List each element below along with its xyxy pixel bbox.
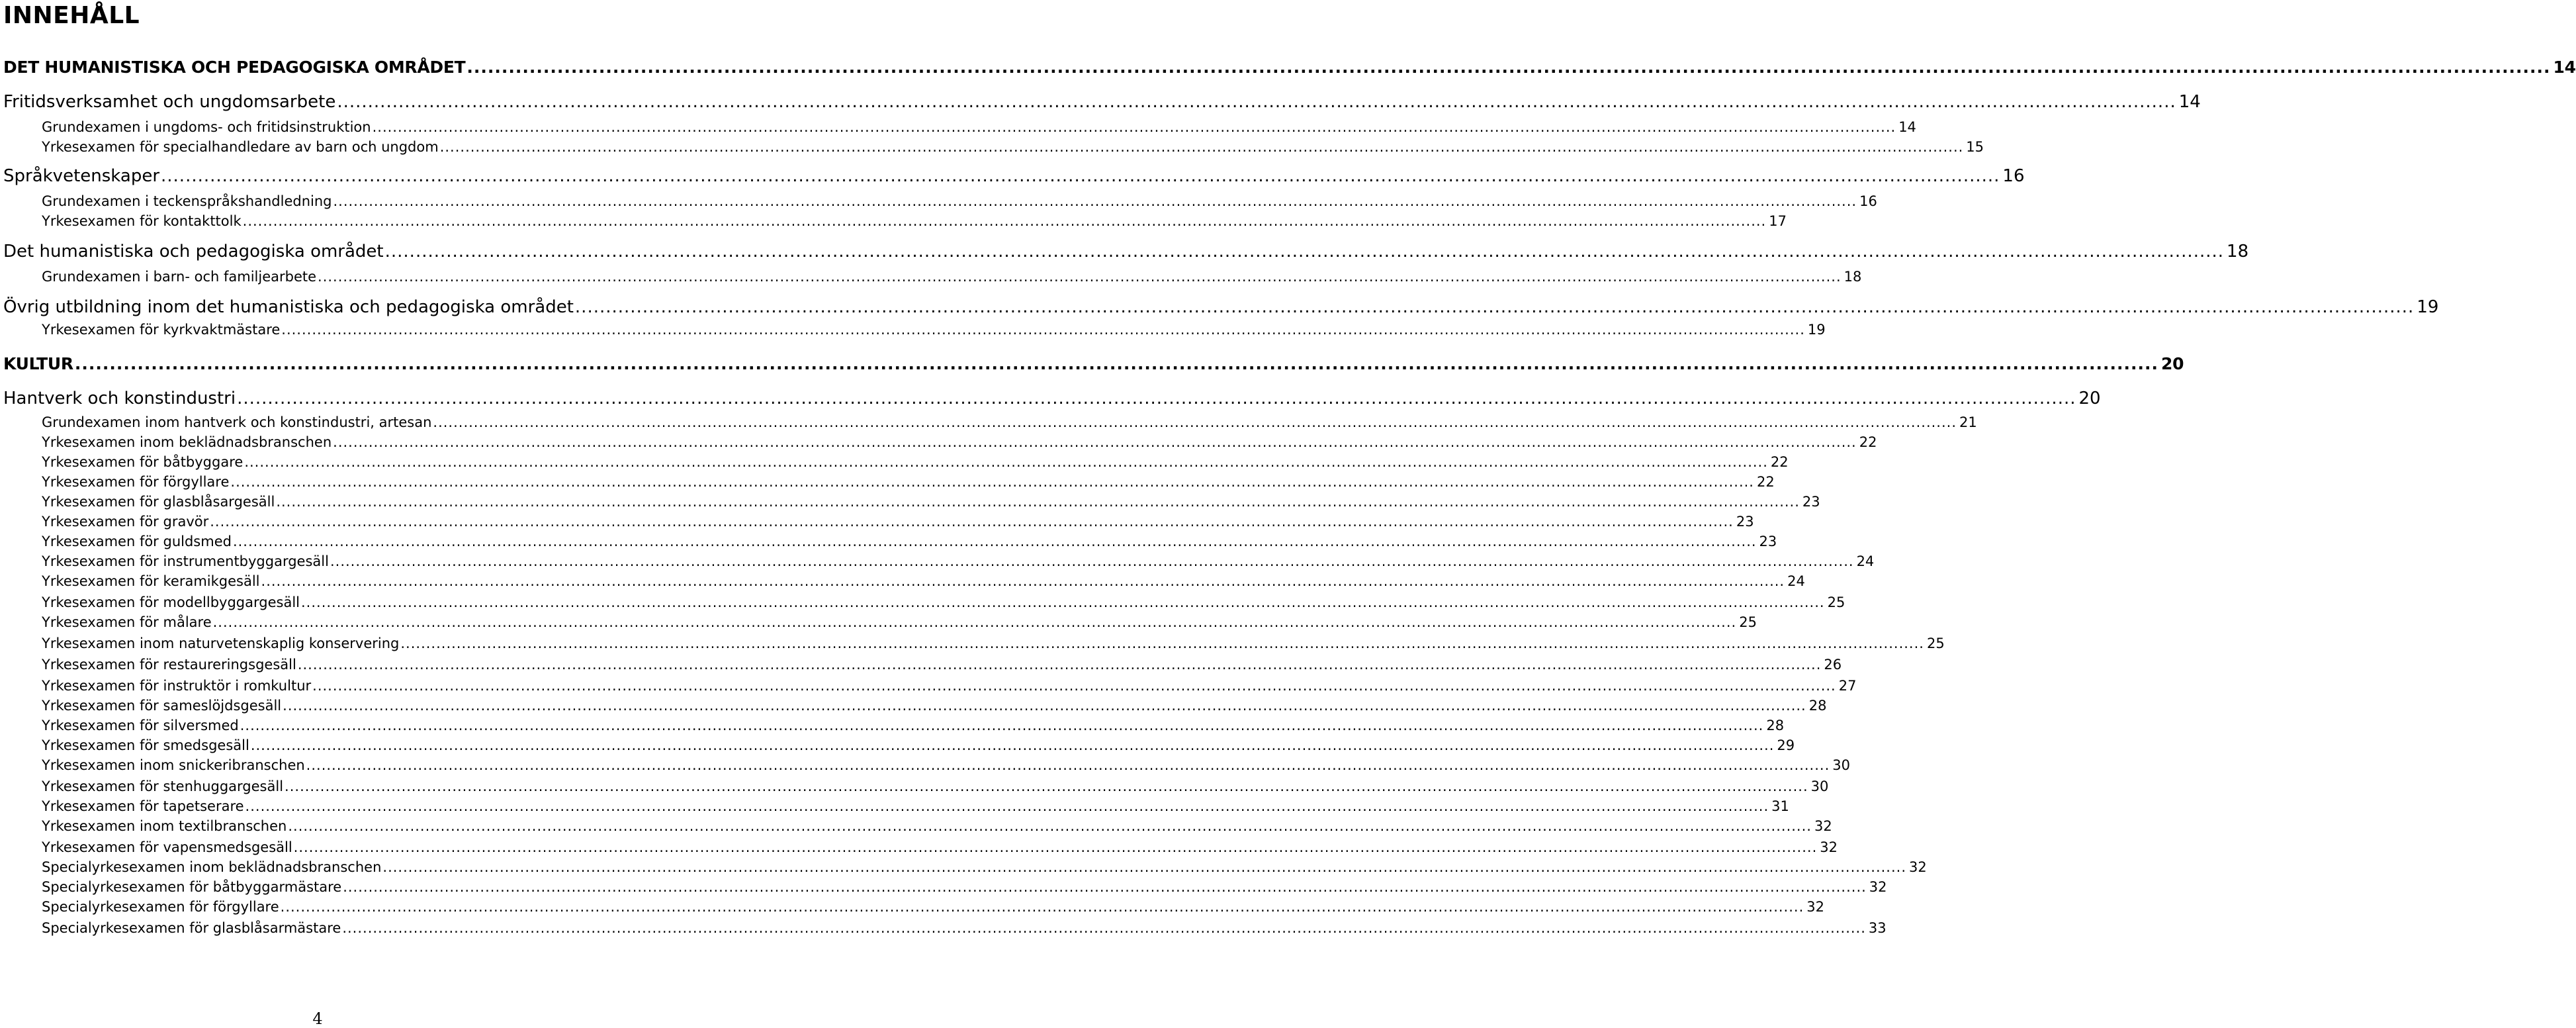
toc-entry-page: 33 [1868,920,1887,936]
toc-entry-title: KULTUR [3,354,73,373]
toc-subentry[interactable] [42,898,1824,916]
toc-leader-dots: ............................................................................................................................................................................................................................................................................................................ [280,899,1804,915]
toc-leader-dots: ............................................................................................................................................................................................................................................................................................................ [281,322,1805,338]
toc-leader-dots: ............................................................................................................................................................................................................................................................................................................ [242,213,1767,229]
toc-entry-page: 27 [1838,678,1857,694]
toc-subentry[interactable] [42,634,1945,653]
toc-entry-page: 14 [2553,58,2576,77]
toc-entry-page: 24 [1856,553,1875,569]
toc-section-entry[interactable] [3,56,2576,79]
toc-entry-title: Yrkesexamen för stenhuggargesäll [42,778,284,794]
toc-entry-title: Yrkesexamen för smedsgesäll [42,737,249,753]
toc-entry-page: 32 [1806,899,1824,915]
toc-leader-dots: ............................................................................................................................................................................................................................................................................................................ [261,573,1785,589]
toc-subentry[interactable] [42,138,1984,156]
toc-leader-dots: ............................................................................................................................................................................................................................................................................................................ [283,698,1806,714]
toc-leader-dots: ............................................................................................................................................................................................................................................................................................................ [285,778,1808,794]
toc-subentry[interactable] [42,192,1877,210]
toc-subentry[interactable] [42,919,1887,937]
toc-chapter-entry[interactable] [3,240,2249,263]
toc-entry-page: 16 [1859,193,1877,209]
toc-entry-title: Yrkesexamen för vapensmedsgesäll [42,839,292,855]
toc-subentry[interactable] [42,593,1845,612]
toc-leader-dots: ............................................................................................................................................................................................................................................................................................................ [210,514,1734,530]
toc-entry-title: Yrkesexamen för instruktör i romkultur [42,678,312,694]
toc-subentry[interactable] [42,433,1877,451]
toc-leader-dots: ............................................................................................................................................................................................................................................................................................................ [74,354,2158,373]
toc-subentry[interactable] [42,118,1916,136]
toc-entry-page: 28 [1808,698,1827,714]
toc-leader-dots: ............................................................................................................................................................................................................................................................................................................ [288,818,1812,834]
toc-leader-dots: ............................................................................................................................................................................................................................................................................................................ [312,678,1836,694]
toc-entry-page: 26 [1824,657,1842,673]
toc-entry-page: 22 [1859,434,1877,450]
toc-subentry[interactable] [42,492,1820,511]
toc-entry-page: 32 [1814,818,1832,834]
toc-subentry[interactable] [42,858,1927,876]
toc-leader-dots: ............................................................................................................................................................................................................................................................................................................ [400,635,1924,651]
toc-subentry[interactable] [42,797,1789,816]
toc-subentry[interactable] [42,512,1754,531]
toc-entry-page: 21 [1959,414,1977,430]
toc-entry-title: Specialyrkesexamen för förgyllare [42,899,279,915]
toc-leader-dots: ............................................................................................................................................................................................................................................................................................................ [330,553,1854,569]
toc-entry-page: 30 [1810,778,1829,794]
toc-entry-page: 24 [1787,573,1805,589]
toc-entry-title: Specialyrkesexamen för båtbyggarmästare [42,879,342,895]
toc-leader-dots: ............................................................................................................................................................................................................................................................................................................ [318,269,1842,285]
toc-leader-dots: ............................................................................................................................................................................................................................................................................................................ [301,594,1825,610]
toc-entry-title: Yrkesexamen för målare [42,614,212,630]
toc-subentry[interactable] [42,878,1887,896]
toc-subentry[interactable] [42,453,1789,471]
toc-entry-title: Yrkesexamen för modellbyggargesäll [42,594,300,610]
toc-subentry[interactable] [42,696,1827,715]
toc-entry-title: Yrkesexamen för sameslöjdsgesäll [42,698,282,714]
toc-entry-page: 20 [2078,389,2101,408]
toc-entry-title: Yrkesexamen för keramikgesäll [42,573,260,589]
page-title: INNEHÅLL [3,2,140,29]
toc-leader-dots: ............................................................................................................................................................................................................................................................................................................ [342,920,1866,936]
toc-leader-dots: ............................................................................................................................................................................................................................................................................................................ [293,839,1818,855]
toc-section-entry[interactable] [3,353,2184,375]
toc-entry-title: Yrkesexamen för tapetserare [42,798,244,814]
toc-leader-dots: ............................................................................................................................................................................................................................................................................................................ [250,737,1775,753]
toc-entry-title: Specialyrkesexamen inom beklädnadsbranschen [42,859,382,875]
toc-entry-page: 25 [1827,594,1845,610]
toc-entry-page: 22 [1770,454,1789,470]
toc-entry-title: Övrig utbildning inom det humanistiska och pedagogiska området [3,297,574,317]
toc-entry-title: Grundexamen inom hantverk och konstindustri, artesan [42,414,432,430]
toc-entry-title: Yrkesexamen inom snickeribranschen [42,757,305,773]
toc-entry-page: 25 [1739,614,1757,630]
toc-subentry[interactable] [42,817,1832,835]
toc-subentry[interactable] [42,655,1842,674]
toc-leader-dots: ............................................................................................................................................................................................................................................................................................................ [333,193,1857,209]
toc-subentry[interactable] [42,532,1777,551]
toc-leader-dots: ............................................................................................................................................................................................................................................................................................................ [297,657,1822,673]
toc-entry-page: 16 [2002,166,2025,186]
toc-entry-page: 17 [1769,213,1787,229]
toc-subentry[interactable] [42,552,1875,571]
toc-entry-page: 32 [1820,839,1838,855]
toc-subentry[interactable] [42,736,1795,755]
toc-leader-dots: ............................................................................................................................................................................................................................................................................................................ [276,494,1800,510]
toc-entry-title: Yrkesexamen inom textilbranschen [42,818,287,834]
toc-subentry[interactable] [42,777,1829,796]
toc-chapter-entry[interactable] [3,387,2101,410]
toc-entry-page: 22 [1756,474,1775,490]
toc-leader-dots: ............................................................................................................................................................................................................................................................................................................ [230,474,1754,490]
toc-entry-page: 18 [1843,269,1862,285]
toc-entry-title: Hantverk och konstindustri [3,389,236,408]
toc-entry-title: Yrkesexamen för guldsmed [42,534,232,549]
toc-entry-title: Fritidsverksamhet och ungdomsarbete [3,92,336,112]
toc-entry-page: 23 [1736,514,1754,530]
toc-chapter-entry[interactable] [3,165,2025,187]
toc-leader-dots: ............................................................................................................................................................................................................................................................................................................ [161,166,2000,186]
toc-entry-page: 15 [1966,139,1984,155]
toc-entry-page: 19 [1807,322,1826,338]
toc-entry-title: Yrkesexamen för restaureringsgesäll [42,657,296,673]
toc-subentry[interactable] [42,212,1787,230]
toc-leader-dots: ............................................................................................................................................................................................................................................................................................................ [333,434,1857,450]
toc-subentry[interactable] [42,320,1826,339]
toc-leader-dots: ............................................................................................................................................................................................................................................................................................................ [337,92,2176,112]
toc-entry-page: 32 [1869,879,1887,895]
toc-leader-dots: ............................................................................................................................................................................................................................................................................................................ [384,242,2225,261]
page-number: 4 [312,1009,323,1028]
toc-entry-title: Yrkesexamen inom beklädnadsbranschen [42,434,332,450]
toc-entry-title: Yrkesexamen för kontakttolk [42,213,242,229]
toc-leader-dots: ............................................................................................................................................................................................................................................................................................................ [439,139,1964,155]
toc-entry-page: 19 [2417,297,2439,317]
toc-chapter-entry[interactable] [3,91,2201,113]
toc-leader-dots: ............................................................................................................................................................................................................................................................................................................ [232,534,1757,549]
toc-leader-dots: ............................................................................................................................................................................................................................................................................................................ [574,297,2415,317]
toc-entry-page: 23 [1802,494,1820,510]
toc-entry-page: 23 [1759,534,1777,549]
toc-entry-title: Specialyrkesexamen för glasblåsarmästare [42,920,341,936]
toc-entry-page: 14 [1898,119,1916,135]
toc-leader-dots: ............................................................................................................................................................................................................................................................................................................ [466,58,2551,77]
toc-subentry[interactable] [42,756,1850,774]
toc-entry-title: Yrkesexamen för silversmed [42,718,239,733]
toc-subentry[interactable] [42,267,1862,286]
toc-entry-page: 32 [1909,859,1927,875]
toc-entry-page: 29 [1777,737,1795,753]
toc-entry-title: Yrkesexamen inom naturvetenskaplig konservering [42,635,400,651]
toc-entry-title: Grundexamen i teckenspråkshandledning [42,193,332,209]
toc-entry-page: 14 [2178,92,2201,112]
toc-leader-dots: ............................................................................................................................................................................................................................................................................................................ [244,454,1768,470]
toc-entry-page: 20 [2160,354,2184,373]
toc-leader-dots: ............................................................................................................................................................................................................................................................................................................ [343,879,1867,895]
toc-leader-dots: ............................................................................................................................................................................................................................................................................................................ [382,859,1906,875]
toc-entry-title: Yrkesexamen för kyrkvaktmästare [42,322,281,338]
toc-entry-title: Yrkesexamen för specialhandledare av barn och ungdom [42,139,439,155]
toc-leader-dots: ............................................................................................................................................................................................................................................................................................................ [240,718,1764,733]
toc-entry-title: Yrkesexamen för förgyllare [42,474,230,490]
toc-entry-page: 28 [1766,718,1785,733]
toc-leader-dots: ............................................................................................................................................................................................................................................................................................................ [372,119,1896,135]
toc-entry-title: Yrkesexamen för båtbyggare [42,454,244,470]
toc-subentry[interactable] [42,677,1857,695]
toc-leader-dots: ............................................................................................................................................................................................................................................................................................................ [306,757,1830,773]
toc-entry-title: Språkvetenskaper [3,166,160,186]
toc-entry-title: Yrkesexamen för gravör [42,514,209,530]
toc-entry-title: Yrkesexamen för instrumentbyggargesäll [42,553,329,569]
toc-entry-page: 30 [1832,757,1850,773]
toc-entry-page: 31 [1771,798,1789,814]
toc-entry-page: 18 [2227,242,2249,261]
toc-entry-page: 25 [1926,635,1945,651]
toc-leader-dots: ............................................................................................................................................................................................................................................................................................................ [212,614,1737,630]
toc-entry-title: DET HUMANISTISKA OCH PEDAGOGISKA OMRÅDET [3,58,466,77]
toc-leader-dots: ............................................................................................................................................................................................................................................................................................................ [237,389,2076,408]
toc-chapter-entry[interactable] [3,296,2439,318]
toc-entry-title: Yrkesexamen för glasblåsargesäll [42,494,275,510]
toc-subentry[interactable] [42,572,1805,590]
toc-subentry[interactable] [42,838,1838,857]
toc-subentry[interactable] [42,716,1785,735]
toc-entry-title: Det humanistiska och pedagogiska området [3,242,384,261]
toc-entry-title: Grundexamen i ungdoms- och fritidsinstruktion [42,119,371,135]
toc-subentry[interactable] [42,613,1757,631]
toc-leader-dots: ............................................................................................................................................................................................................................................................................................................ [433,414,1957,430]
toc-subentry[interactable] [42,473,1775,491]
toc-leader-dots: ............................................................................................................................................................................................................................................................................................................ [245,798,1769,814]
toc-entry-title: Grundexamen i barn- och familjearbete [42,269,317,285]
toc-subentry[interactable] [42,413,1977,432]
